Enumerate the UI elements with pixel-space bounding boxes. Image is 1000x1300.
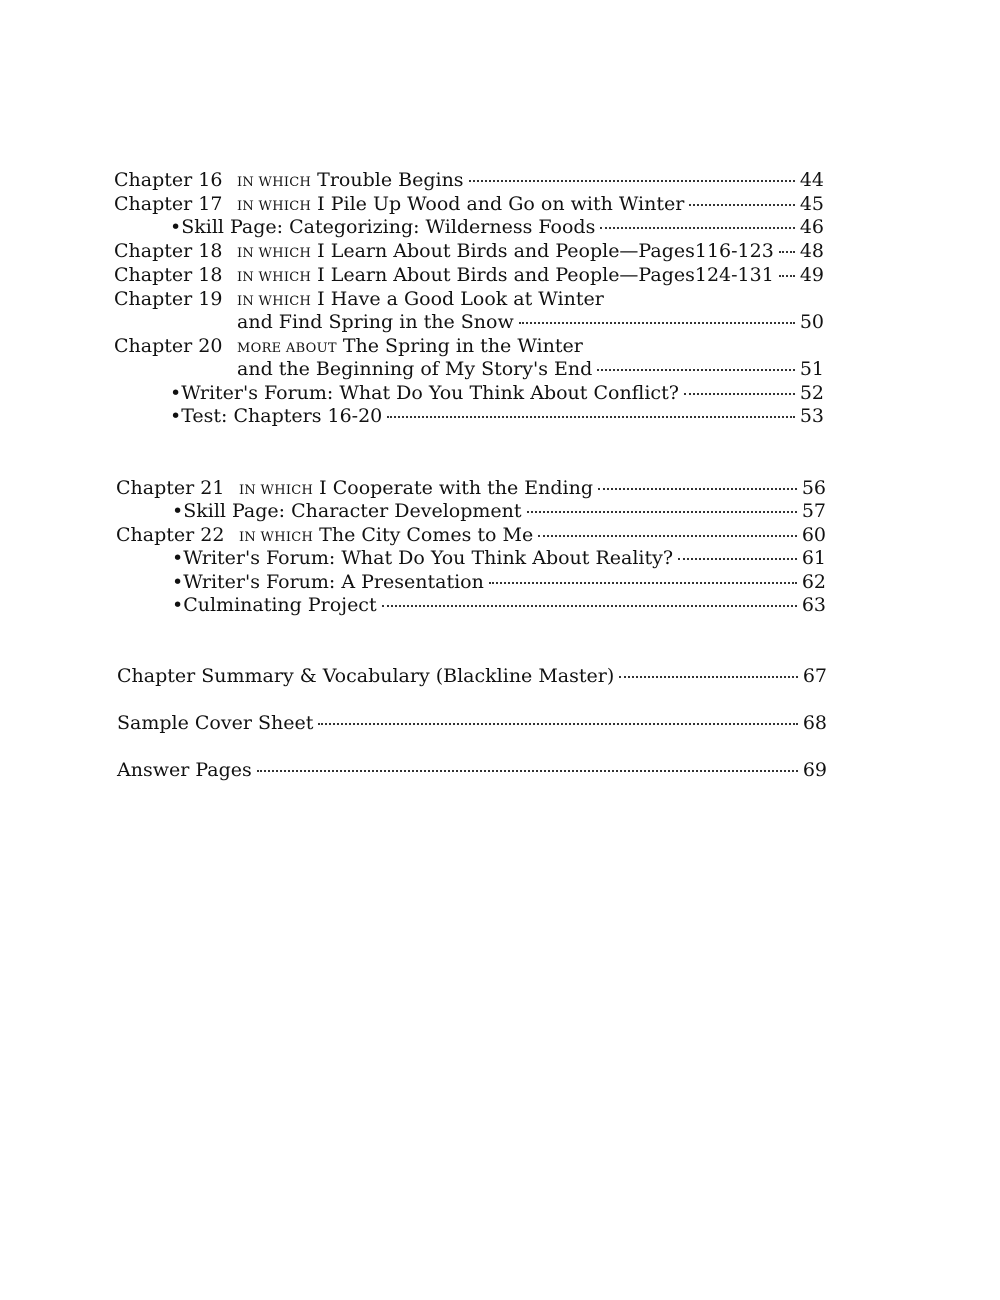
toc-entry (117, 664, 827, 688)
entry-title: and Find Spring in the Snow (237, 311, 514, 333)
toc-entry (172, 570, 826, 594)
page-number: 68 (802, 712, 827, 734)
page-number: 45 (799, 193, 824, 215)
dot-leader (600, 225, 794, 229)
entry-title: Chapter Summary & Vocabulary (Blackline Master) (117, 665, 615, 687)
dot-leader (257, 768, 798, 772)
entry-title: •Test: Chapters 16-20 (170, 405, 383, 427)
entry-title: •Writer's Forum: A Presentation (172, 571, 484, 593)
toc-entry (114, 287, 824, 311)
toc-entry (117, 711, 827, 735)
page-number: 51 (799, 358, 824, 380)
page-number: 63 (801, 594, 826, 616)
page-number: 53 (799, 405, 824, 427)
entry-title: Sample Cover Sheet (117, 712, 314, 734)
dot-leader (469, 178, 795, 182)
chapter-keyword: IN WHICH (239, 483, 314, 498)
chapter-label: Chapter 18 (114, 264, 223, 286)
chapter-label: Chapter 16 (114, 169, 223, 191)
dot-leader (619, 674, 798, 678)
toc-entry (172, 546, 826, 570)
chapter-keyword: IN WHICH (237, 175, 312, 190)
entry-title: •Culminating Project (172, 594, 377, 616)
toc-entry (237, 310, 824, 334)
chapter-label: Chapter 21 (116, 477, 225, 499)
dot-leader (684, 391, 795, 395)
page-number: 62 (801, 571, 826, 593)
toc-entry (170, 215, 824, 239)
dot-leader (678, 556, 797, 560)
toc-entry (172, 499, 826, 523)
entry-title: The Spring in the Winter (342, 335, 583, 357)
dot-leader (519, 320, 795, 324)
dot-leader (689, 202, 794, 206)
dot-leader (597, 367, 795, 371)
page-number: 69 (802, 759, 827, 781)
entry-title: •Skill Page: Categorizing: Wilderness Foods (170, 216, 596, 238)
dot-leader (779, 249, 795, 253)
toc-entry (114, 239, 824, 263)
chapter-keyword: IN WHICH (239, 530, 314, 545)
chapter-keyword: MORE ABOUT (237, 341, 337, 356)
dot-leader (382, 603, 797, 607)
dot-leader (598, 486, 797, 490)
chapter-label: Chapter 19 (114, 288, 223, 310)
page-number: 61 (801, 547, 826, 569)
chapter-label: Chapter 20 (114, 335, 223, 357)
chapter-label: Chapter 22 (116, 524, 225, 546)
entry-title: •Skill Page: Character Development (172, 500, 522, 522)
chapter-label: Chapter 18 (114, 240, 223, 262)
page-number: 56 (801, 477, 826, 499)
entry-title: I Learn About Birds and People—Pages124-131 (317, 264, 774, 286)
entry-title: Answer Pages (117, 759, 252, 781)
dot-leader (527, 509, 797, 513)
chapter-keyword: IN WHICH (237, 270, 312, 285)
dot-leader (318, 721, 797, 725)
entry-title: •Writer's Forum: What Do You Think About Reality? (172, 547, 674, 569)
entry-title: I Learn About Birds and People—Pages116-123 (317, 240, 774, 262)
dot-leader (779, 273, 795, 277)
entry-title: The City Comes to Me (319, 524, 534, 546)
toc-entry (170, 404, 824, 428)
page-number: 48 (799, 240, 824, 262)
page-number: 60 (801, 524, 826, 546)
entry-title: Trouble Begins (317, 169, 464, 191)
toc-entry (114, 168, 824, 192)
toc-entry (170, 381, 824, 405)
toc-entry (117, 758, 827, 782)
dot-leader (538, 533, 797, 537)
page-number: 52 (799, 382, 824, 404)
chapter-keyword: IN WHICH (237, 199, 312, 214)
page-number: 67 (802, 665, 827, 687)
chapter-keyword: IN WHICH (237, 294, 312, 309)
page-number: 57 (801, 500, 826, 522)
toc-entry (114, 263, 824, 287)
entry-title: •Writer's Forum: What Do You Think About Conflict? (170, 382, 679, 404)
entry-title: and the Beginning of My Story's End (237, 358, 593, 380)
chapter-keyword: IN WHICH (237, 246, 312, 261)
dot-leader (489, 580, 797, 584)
entry-title: I Cooperate with the Ending (319, 477, 594, 499)
entry-title: I Pile Up Wood and Go on with Winter (317, 193, 685, 215)
toc-entry (114, 334, 824, 358)
page-number: 50 (799, 311, 824, 333)
page-number: 49 (799, 264, 824, 286)
dot-leader (387, 414, 795, 418)
toc-entry (116, 523, 826, 547)
page-number: 46 (799, 216, 824, 238)
toc-entry (116, 476, 826, 500)
page-number: 44 (799, 169, 824, 191)
entry-title: I Have a Good Look at Winter (317, 288, 604, 310)
toc-entry (114, 192, 824, 216)
toc-entry (172, 593, 826, 617)
chapter-label: Chapter 17 (114, 193, 223, 215)
toc-entry (237, 357, 824, 381)
